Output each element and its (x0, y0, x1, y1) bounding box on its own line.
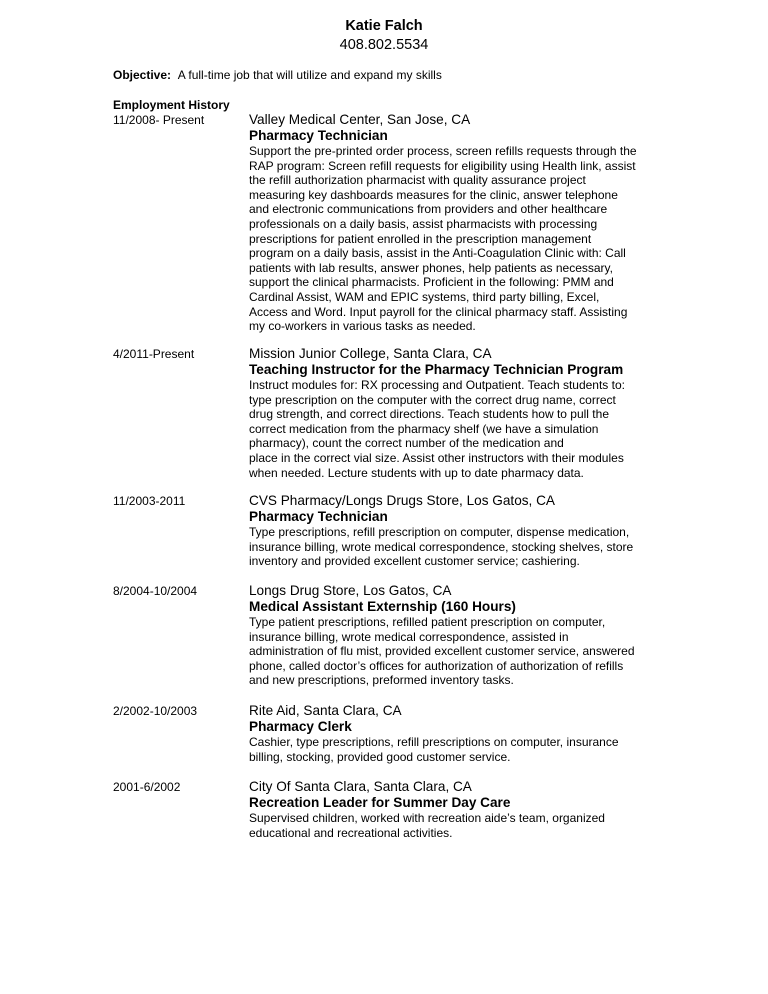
job-date: 11/2003-2011 (113, 494, 186, 508)
description-line: and new prescriptions, preformed inventory tasks. (249, 673, 514, 688)
job-title: Teaching Instructor for the Pharmacy Technician Program (249, 362, 624, 377)
job-title: Recreation Leader for Summer Day Care (249, 795, 511, 810)
job-employer: CVS Pharmacy/Longs Drugs Store, Los Gatos, CA (249, 493, 555, 508)
job-details (249, 779, 669, 840)
description-line: my co-workers in various tasks as needed. (249, 319, 476, 334)
description-line: pharmacy), count the correct number of the medication and (249, 436, 564, 451)
description-line: Support the pre-printed order process, screen refills requests through the (249, 144, 637, 158)
job-employer: Mission Junior College, Santa Clara, CA (249, 346, 492, 361)
employment-history-heading: Employment History (113, 98, 230, 112)
job-date: 8/2004-10/2004 (113, 584, 198, 598)
job-date: 4/2011-Present (113, 347, 195, 361)
description-line: Instruct modules for: RX processing and Outpatient. Teach students to: (249, 378, 625, 392)
description-line: RAP program: Screen refill requests for eligibility using Health link, assist (249, 158, 636, 173)
description-line: Access and Word. Input payroll for the clinical pharmacy staff. Assisting (249, 304, 628, 319)
job-employer: Rite Aid, Santa Clara, CA (249, 703, 402, 718)
job-title: Pharmacy Technician (249, 128, 388, 143)
description-line: insurance billing, wrote medical correspondence, assisted in (249, 629, 569, 644)
description-line: measuring key dashboards measures for the clinic, answer telephone (249, 187, 618, 202)
job-description (249, 378, 669, 480)
job-title: Pharmacy Clerk (249, 719, 352, 734)
description-line: professionals on a daily basis, assist pharmacists with processing (249, 216, 598, 231)
description-line: when needed. Lecture students with up to date pharmacy data. (249, 465, 584, 480)
job-date: 2/2002-10/2003 (113, 704, 198, 718)
description-line: prescriptions for patient enrolled in the prescription management (249, 231, 592, 246)
description-line: support the clinical pharmacists. Proficient in the following: PMM and (249, 275, 614, 290)
description-line: billing, stocking, provided good customer service. (249, 749, 511, 764)
job-description (249, 811, 669, 840)
description-line: type prescription on the computer with the correct drug name, correct (249, 392, 616, 407)
description-line: Cashier, type prescriptions, refill prescriptions on computer, insurance (249, 735, 619, 749)
description-line: drug strength, and correct directions. Teach students how to pull the (249, 407, 609, 422)
job-title: Medical Assistant Externship (160 Hours) (249, 599, 516, 614)
job-description (249, 615, 669, 688)
description-line: and electronic communications from providers and other healthcare (249, 202, 608, 217)
job-description (249, 525, 669, 569)
description-line: patients with lab results, answer phones, help patients as necessary, (249, 260, 613, 275)
objective-section (113, 68, 442, 83)
description-line: program on a daily basis, assist in the Anti-Coagulation Clinic with: Call (249, 246, 626, 261)
objective-label: Objective: (113, 68, 172, 82)
applicant-phone: 408.802.5534 (339, 37, 429, 53)
job-employer: Longs Drug Store, Los Gatos, CA (249, 583, 452, 598)
description-line: place in the correct vial size. Assist other instructors with their modules (249, 450, 624, 465)
description-line: phone, called doctor’s offices for authorization of authorization of refills (249, 658, 624, 673)
job-employer: Valley Medical Center, San Jose, CA (249, 112, 471, 127)
job-date: 11/2008- Present (113, 113, 205, 127)
applicant-name: Katie Falch (345, 18, 423, 34)
job-details (249, 493, 669, 569)
description-line: Type patient prescriptions, refilled patient prescription on computer, (249, 615, 606, 629)
description-line: the refill authorization pharmacist with quality assurance project (249, 173, 586, 188)
description-line: inventory and provided excellent customer service; cashiering. (249, 554, 580, 569)
job-description (249, 144, 669, 334)
description-line: Supervised children, worked with recreation aide’s team, organized (249, 811, 605, 825)
job-date: 2001-6/2002 (113, 780, 181, 794)
job-details (249, 112, 669, 334)
job-details (249, 583, 669, 688)
description-line: educational and recreational activities. (249, 825, 453, 840)
description-line: insurance billing, wrote medical correspondence, stocking shelves, store (249, 539, 634, 554)
job-employer: City Of Santa Clara, Santa Clara, CA (249, 779, 472, 794)
job-details (249, 703, 669, 764)
description-line: correct medication from the pharmacy shelf (we have a simulation (249, 421, 599, 436)
job-title: Pharmacy Technician (249, 509, 388, 524)
description-line: administration of flu mist, provided excellent customer service, answered (249, 644, 635, 659)
objective-text: A full-time job that will utilize and expand my skills (177, 68, 442, 82)
description-line: Type prescriptions, refill prescription on computer, dispense medication, (249, 525, 630, 539)
description-line: Cardinal Assist, WAM and EPIC systems, third party billing, Excel, (249, 289, 600, 304)
job-description (249, 735, 669, 764)
job-details (249, 346, 669, 480)
